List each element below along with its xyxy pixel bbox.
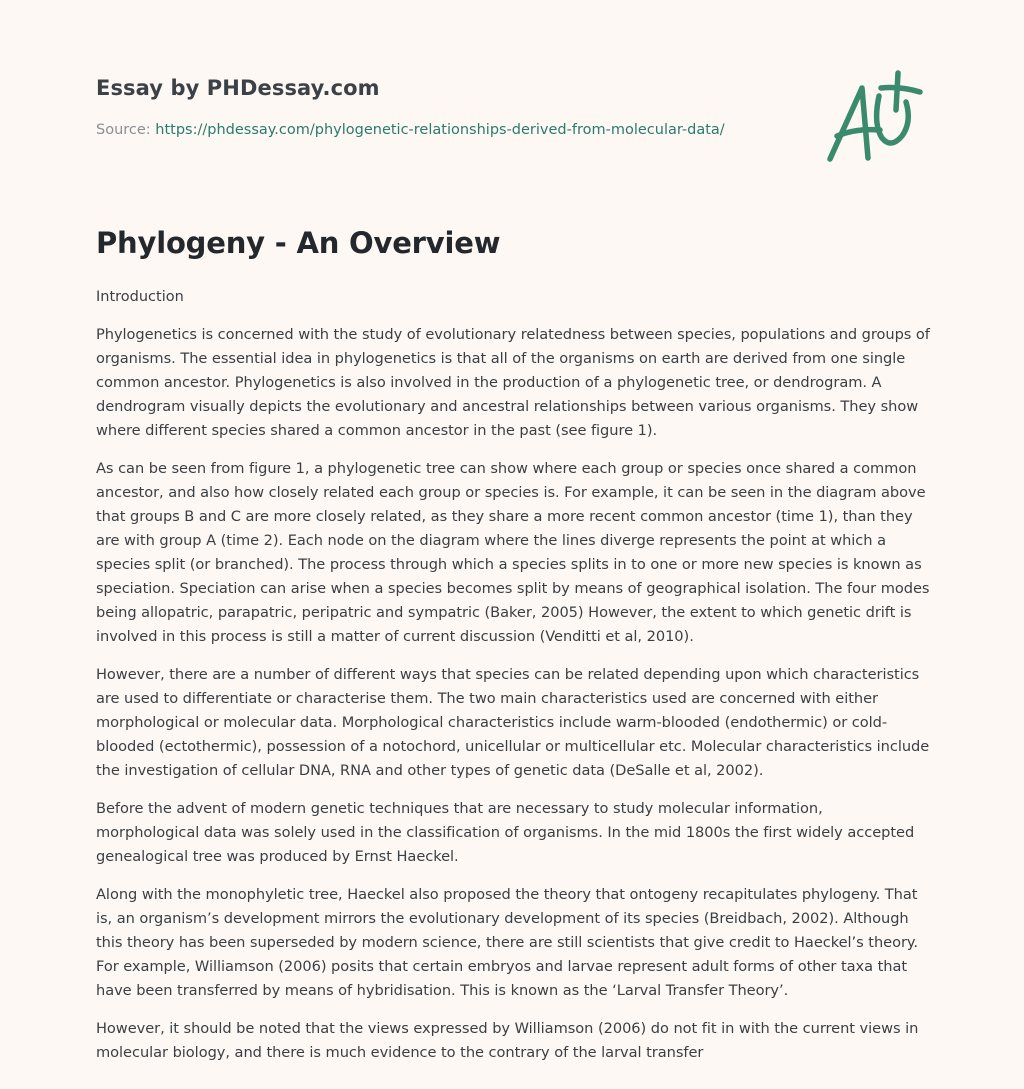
essay-header	[96, 76, 796, 138]
site-brand: Essay by PHDessay.com	[96, 76, 380, 100]
paragraph: As can be seen from figure 1, a phylogenetic tree can show where each group or species once shared a common ancestor, and also how closely related each group or species is. For example, it can be seen in the diagram above that groups B and C are more closely related, as they share a more recent common ancestor (time 1), than they are with group A (time 2). Each node on the diagram where the lines diverge represents the point at which a species split (or branched). The process through which a species splits in to one or more new species is known as speciation. Speciation can arise when a species becomes split by means of geographical isolation. The four modes being allopatric, parapatric, peripatric and sympatric (Baker, 2005) However, the extent to which genetic drift is involved in this process is still a matter of current discussion (Venditti et al, 2010).	[96, 460, 930, 645]
essay-body	[96, 285, 930, 1079]
paragraph: Before the advent of modern genetic techniques that are necessary to study molecular information, morphological data was solely used in the classification of organisms. In the mid 1800s the first widely accepted genealogical tree was produced by Ernst Haeckel.	[96, 800, 915, 865]
paragraph: However, there are a number of different ways that species can be related depending upon which characteristics are used to differentiate or characterise them. The two main characteristics used are concerned with either morphological or molecular data. Morphological characteristics include warm-blooded (endothermic) or cold-blooded (ectothermic), possession of a notochord, unicellular or multicellular etc. Molecular characteristics include the investigation of cellular DNA, RNA and other types of genetic data (DeSalle et al, 2002).	[96, 666, 930, 779]
section-heading: Introduction	[96, 289, 184, 305]
a-plus-logo-icon	[822, 66, 928, 166]
paragraph: However, it should be noted that the views expressed by Williamson (2006) do not fit in with the current views in molecular biology, and there is much evidence to the contrary of the larval transfer	[96, 1020, 919, 1061]
source-label: Source:	[96, 122, 156, 138]
paragraph: Phylogenetics is concerned with the study of evolutionary relatedness between species, populations and groups of organisms. The essential idea in phylogenetics is that all of the organisms on earth are derived from one single common ancestor. Phylogenetics is also involved in the production of a phylogenetic tree, or dendrogram. A dendrogram visually depicts the evolutionary and ancestral relationships between various organisms. They show where different species shared a common ancestor in the past (see figure 1).	[96, 326, 930, 439]
paragraph: Along with the monophyletic tree, Haeckel also proposed the theory that ontogeny recapitulates phylogeny. That is, an organism’s development mirrors the evolutionary development of its species (Breidbach, 2002). Although this theory has been superseded by modern science, there are still scientists that give credit to Haeckel’s theory. For example, Williamson (2006) posits that certain embryos and larvae represent adult forms of other taxa that have been transferred by means of hybridisation. This is known as the ‘Larval Transfer Theory’.	[96, 886, 918, 999]
source-line	[96, 122, 796, 138]
essay-title: Phylogeny - An Overview	[96, 226, 501, 260]
source-link[interactable]: https://phdessay.com/phylogenetic-relationships-derived-from-molecular-data/	[155, 122, 725, 138]
